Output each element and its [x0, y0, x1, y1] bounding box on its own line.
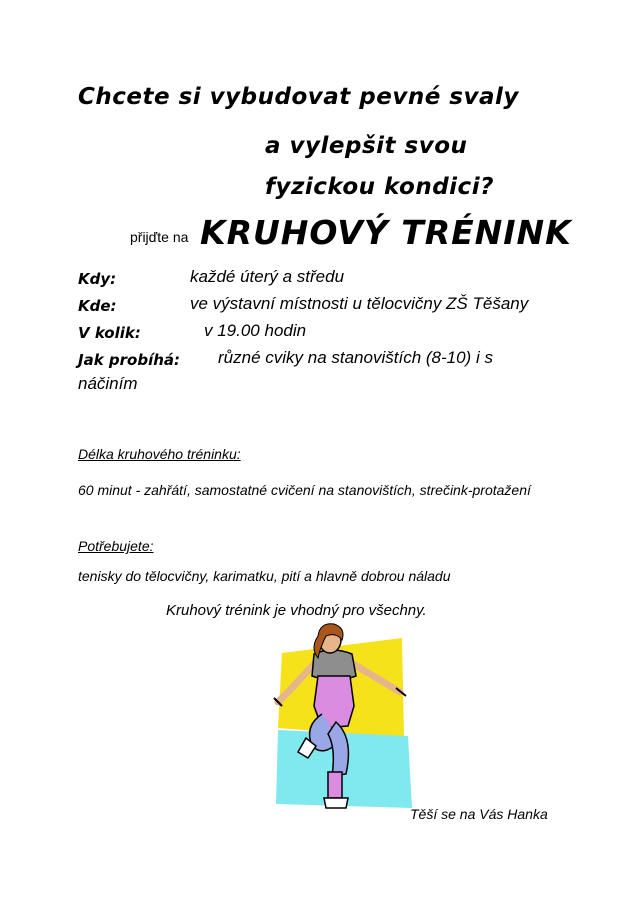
headline-line-1: Chcete si vybudovat pevné svaly	[78, 84, 519, 110]
detail-value-time: v 19.00 hodin	[204, 321, 307, 340]
invite-title: KRUHOVÝ TRÉNINK	[200, 213, 572, 252]
suitable-note: Kruhový trénink je vhodný pro všechny.	[166, 602, 427, 619]
signature: Těší se na Vás Hanka	[410, 806, 548, 822]
needs-heading: Potřebujete:	[78, 538, 154, 554]
length-text: 60 minut - zahřátí, samostatné cvičení na stanovištích, strečink-protažení	[78, 482, 531, 498]
detail-value-where: ve výstavní místnosti u tělocvičny ZŠ Těšany	[190, 294, 529, 313]
exercising-woman-icon	[262, 618, 420, 822]
headline-line-3: fyzickou kondici?	[265, 174, 494, 200]
detail-label-how: Jak probíhá:	[78, 351, 181, 369]
invite-prefix: přijďte na	[130, 229, 189, 245]
detail-value-when: každé úterý a středu	[190, 267, 345, 286]
detail-label-time: V kolik:	[78, 324, 141, 342]
detail-label-when: Kdy:	[78, 270, 117, 288]
detail-value-how-continuation: náčiním	[78, 374, 138, 393]
detail-value-how: různé cviky na stanovištích (8-10) i s	[218, 348, 493, 367]
length-heading: Délka kruhového tréninku:	[78, 446, 241, 462]
needs-text: tenisky do tělocvičny, karimatku, pití a hlavně dobrou náladu	[78, 568, 451, 584]
headline-line-2: a vylepšit svou	[265, 133, 468, 159]
detail-label-where: Kde:	[78, 297, 117, 315]
